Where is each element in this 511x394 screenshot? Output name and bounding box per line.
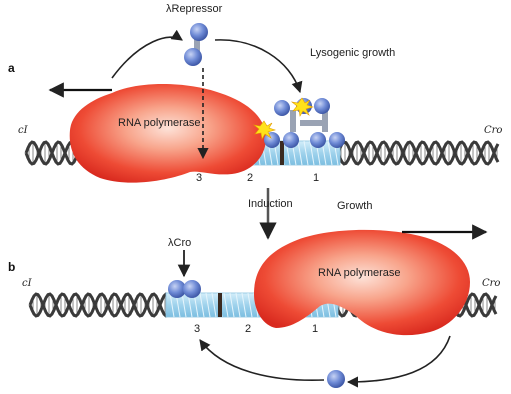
induction-label: Induction [248, 198, 293, 210]
operator-site-3-a: 3 [196, 172, 203, 184]
operator-site-1-a: 1 [313, 172, 320, 184]
panel-a-letter: a [8, 61, 15, 75]
rna-polymerase-b-label: RNA polymerase [318, 267, 401, 279]
operator-site-2-a: 2 [247, 172, 254, 184]
operator-site-2-b: 2 [245, 323, 252, 335]
cro-label: λCro [168, 237, 192, 249]
growth-label: Growth [337, 200, 373, 212]
operator-divider [218, 293, 222, 317]
panel-b-letter: b [8, 260, 16, 274]
lambda-repressor-free [184, 23, 208, 66]
cro-return-arrow [200, 340, 324, 380]
operator-site-3-b: 3 [194, 323, 201, 335]
curved-arrow-to-repressor [112, 37, 182, 78]
operator-divider [280, 141, 284, 165]
gene-label-cro-a: Cro [484, 125, 503, 136]
rna-polymerase-a [70, 84, 266, 183]
lysogenic-growth-label: Lysogenic growth [310, 47, 396, 59]
gene-label-cro-b: Cro [482, 278, 501, 289]
operator-site-1-b: 1 [312, 323, 319, 335]
curved-arrow-to-operator [215, 40, 300, 92]
cro-production-arrow [348, 336, 450, 382]
gene-label-ci-a: cI [18, 125, 28, 136]
repressor-label: λRepressor [166, 3, 223, 15]
gene-label-ci-b: cI [22, 278, 32, 289]
rna-polymerase-b [254, 230, 470, 335]
rna-polymerase-a-label: RNA polymerase [118, 117, 201, 129]
lambda-cro-free [327, 370, 345, 388]
